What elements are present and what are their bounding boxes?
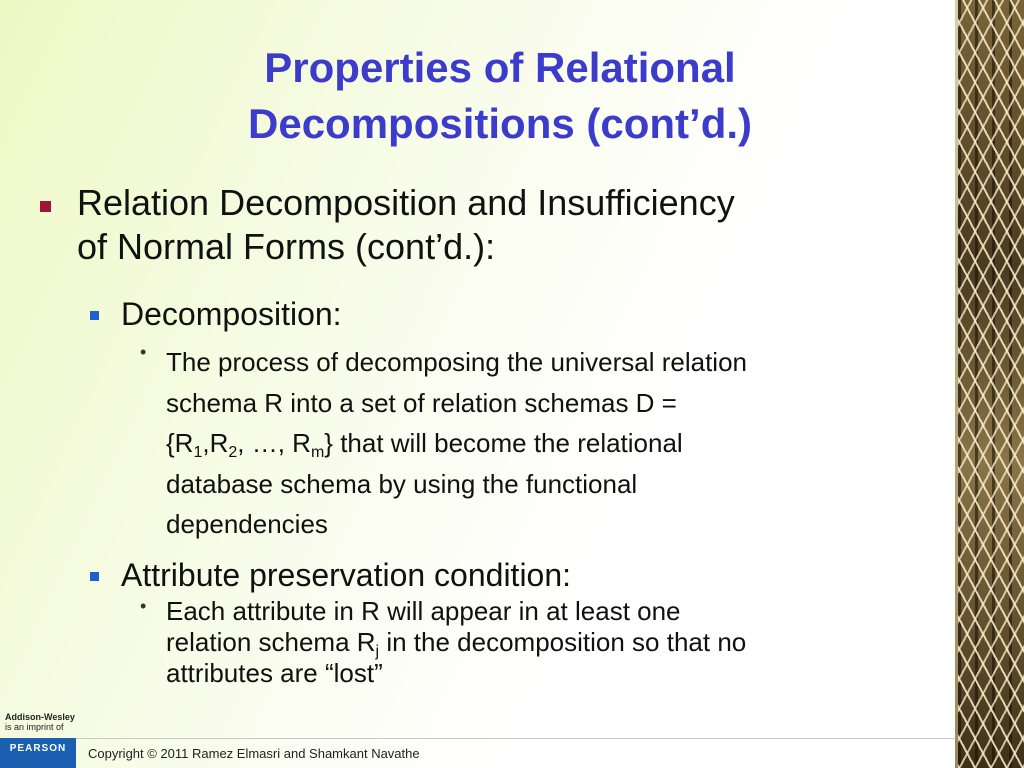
publisher-imprint xyxy=(5,712,75,732)
dot-bullet-icon: • xyxy=(140,596,147,616)
bullet-level1-text xyxy=(77,181,927,269)
detail-line: The process of decomposing the universal relation xyxy=(166,347,747,377)
square-bullet-icon xyxy=(90,572,99,581)
detail-line: attributes are “lost” xyxy=(166,658,383,688)
bullet-attribute-preservation-text: Attribute preservation condition: xyxy=(121,557,572,593)
detail-line xyxy=(166,627,936,658)
detail-line: database schema by using the functional xyxy=(166,468,638,499)
subscript: 2 xyxy=(228,444,238,461)
square-bullet-icon xyxy=(40,201,51,212)
subscript: j xyxy=(375,643,380,660)
pearson-logo-text: PEARSON xyxy=(9,743,67,754)
subscript: m xyxy=(310,444,325,461)
set-part: ,R xyxy=(202,428,229,458)
detail-text: relation schema R xyxy=(166,627,376,657)
title-line: Properties of Relational xyxy=(264,44,736,91)
decomposition-detail-text xyxy=(166,342,936,545)
dot-bullet-icon: • xyxy=(140,342,147,362)
decorative-architecture-image xyxy=(958,0,1024,768)
slide-title xyxy=(150,40,850,152)
bullet-decomposition-text: Decomposition: xyxy=(121,296,342,332)
detail-text: in the decomposition so that no xyxy=(379,627,747,657)
set-part: , …, R xyxy=(237,428,311,458)
square-bullet-icon xyxy=(90,311,99,320)
detail-line: schema R into a set of relation schemas D = xyxy=(166,387,677,418)
detail-line: dependencies xyxy=(166,509,328,539)
set-close: } that will become the relational xyxy=(324,428,683,458)
detail-line: Each attribute in R will appear in at least one xyxy=(166,596,681,626)
bullet-level1-line: Relation Decomposition and Insufficiency xyxy=(77,182,735,223)
set-open: {R xyxy=(166,428,194,458)
footer-divider xyxy=(0,738,955,739)
pearson-logo xyxy=(0,738,76,768)
publisher-imprint-text: is an imprint of xyxy=(5,722,64,732)
subscript: 1 xyxy=(193,444,203,461)
attribute-preservation-detail-text xyxy=(166,596,936,689)
title-line: Decompositions (cont’d.) xyxy=(248,100,752,147)
bullet-level1-line: of Normal Forms (cont’d.): xyxy=(77,226,496,267)
detail-line xyxy=(166,423,936,464)
publisher-name: Addison-Wesley xyxy=(5,712,75,722)
copyright-notice: Copyright © 2011 Ramez Elmasri and Shamkant Navathe xyxy=(88,746,420,761)
